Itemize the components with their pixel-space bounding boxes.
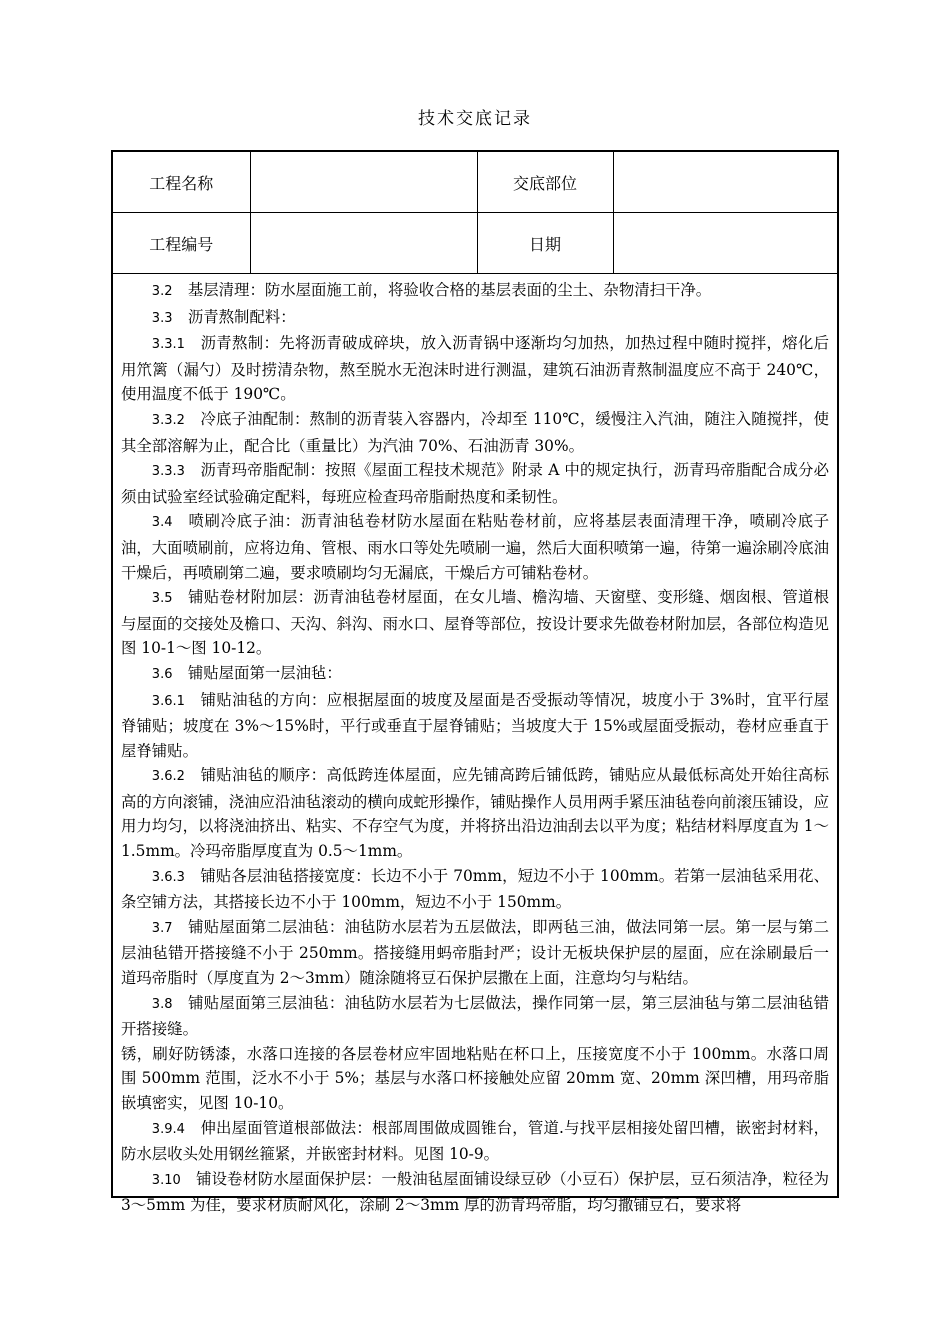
section-number: 3.8 [151, 996, 173, 1012]
paragraph [121, 661, 829, 688]
paragraph-text: 铺贴屋面第三层油毡：油毡防水层若为七层做法，操作同第一层，第三层油毡与第二层油毡错开搭接缝。 [121, 993, 829, 1039]
date-label: 日期 [477, 213, 613, 274]
paragraph-text: 冷底子油配制：熬制的沥青装入容器内，冷却至 110℃，缓慢注入汽油，随注入随搅拌，使其全部溶解为止，配合比（重量比）为汽油 70%、石油沥青 30%。 [121, 409, 829, 455]
section-number: 3.3.2 [151, 412, 185, 428]
paragraph [121, 864, 829, 915]
paragraph-text: 铺贴油毡的顺序：高低跨连体屋面，应先铺高跨后铺低跨，铺贴应从最低标高处开始往高标高的方向滚铺，浇油应沿油毡滚动的横向成蛇形操作，铺贴操作人员用两手紧压油毡卷向前滚压铺设，应用力均匀，以将浇油挤出、粘实、不存空气为度，并将挤出沿边油刮去以平为度；粘结材料厚度直为 1～1.5mm。冷玛帝脂厚度直为 0.5～1mm。 [121, 766, 829, 861]
section-number: 3.3 [151, 310, 173, 326]
section-number: 3.6.3 [151, 869, 185, 885]
table-row [113, 152, 837, 213]
paragraph [121, 585, 829, 661]
paragraph [121, 1116, 829, 1167]
section-number: 3.3.3 [151, 464, 185, 480]
paragraph-text: 沥青熬制配料： [187, 307, 296, 326]
paragraph-text: 铺贴屋面第一层油毡： [187, 663, 342, 682]
section-number: 3.5 [151, 591, 173, 607]
paragraph [121, 1167, 829, 1218]
paragraph-text: 铺贴屋面第二层油毡：油毡防水层若为五层做法，即两毡三油，做法同第一层。第一层与第二层油毡错开搭接缝不小于 250mm。搭接缝用蚂帝脂封严；设计无板块保护层的屋面，应在涂刷最后一道玛帝脂时（厚度直为 2～3mm）随涂随将豆石保护层撒在上面，注意均匀与粘结。 [121, 917, 829, 988]
header-table [113, 152, 837, 274]
section-number: 3.6.2 [151, 769, 185, 785]
section-number: 3.6 [151, 666, 173, 682]
paragraph-text: 喷刷冷底子油：沥青油毡卷材防水屋面在粘贴卷材前，应将基层表面清理干净，喷刷冷底子油，大面喷刷前，应将边角、管根、雨水口等处先喷刷一遍，然后大面积喷第一遍，待第一遍涂刷冷底油干燥后，再喷刷第二遍，要求喷刷均匀无漏底，干燥后方可铺粘卷材。 [121, 512, 829, 582]
paragraph-text: 沥青玛帝脂配制：按照《屋面工程技术规范》附录 A 中的规定执行，沥青玛帝脂配合成分必须由试验室经试验确定配料，每班应检查玛帝脂耐热度和柔韧性。 [121, 461, 829, 506]
section-number: 3.10 [151, 1172, 181, 1188]
paragraph [121, 509, 829, 585]
paragraph [121, 458, 829, 509]
page-title: 技术交底记录 [418, 109, 532, 129]
paragraph-text: 铺贴各层油毡搭接宽度：长边不小于 70mm，短边不小于 100mm。若第一层油毡采用花、条空铺方法，其搭接长边不小于 100mm，短边不小于 150mm。 [121, 866, 829, 912]
paragraph-text: 伸出屋面管道根部做法：根部周围做成圆锥台，管道.与找平层相接处留凹槽，嵌密封材料，防水层收头处用钢丝箍紧，并嵌密封材料。见图 10-9。 [121, 1118, 829, 1164]
paragraph [121, 763, 829, 863]
section-number: 3.9.4 [151, 1121, 185, 1137]
paragraph [121, 278, 829, 305]
handover-part-value [613, 152, 837, 213]
section-number: 3.6.1 [151, 693, 185, 709]
project-name-label: 工程名称 [113, 152, 250, 213]
paragraph [121, 331, 829, 407]
project-name-value [250, 152, 477, 213]
paragraph [121, 407, 829, 458]
document-sheet [111, 150, 839, 1215]
paragraph-text: 铺设卷材防水屋面保护层：一般油毡屋面铺设绿豆砂（小豆石）保护层，豆石须洁净，粒径为 3～5mm 为佳，要求材质耐风化，涂刷 2～3mm 厚的沥青玛帝脂，均匀撒铺豆石，要求将 [121, 1169, 829, 1215]
paragraph [121, 1042, 829, 1116]
paragraph [121, 688, 829, 764]
paragraph [121, 915, 829, 991]
section-number: 3.4 [151, 515, 173, 531]
section-number: 3.7 [151, 920, 173, 936]
body-text [121, 278, 829, 1218]
paragraph-text: 沥青熬制：先将沥青破成碎块，放入沥青锅中逐渐均匀加热，加热过程中随时搅拌，熔化后用笊篱（漏勺）及时捞清杂物，熬至脱水无泡沫时进行测温，建筑石油沥青熬制温度应不高于 240℃，使用温度不低于 190℃。 [121, 334, 829, 404]
paragraph [121, 305, 829, 332]
project-number-label: 工程编号 [113, 213, 250, 274]
section-number: 3.3.1 [151, 337, 185, 353]
section-number: 3.2 [151, 284, 173, 299]
paragraph-text: 基层清理：防水屋面施工前，将验收合格的基层表面的尘土、杂物清扫干净。 [187, 281, 712, 299]
paragraph-text: 铺贴卷材附加层：沥青油毡卷材屋面，在女儿墙、檐沟墙、天窗壁、变形缝、烟囱根、管道根与屋面的交接处及檐口、天沟、斜沟、雨水口、屋脊等部位，按设计要求先做卷材附加层，各部位构造见图 10-1～图 10-12。 [121, 588, 829, 658]
table-row [113, 213, 837, 274]
paragraph-text: 铺贴油毡的方向：应根据屋面的坡度及屋面是否受振动等情况，坡度小于 3%时，宜平行屋脊铺贴；坡度在 3%～15%时，平行或垂直于屋脊铺贴；当坡度大于 15%或屋面受振动，卷材应垂直于屋脊铺贴。 [121, 690, 829, 760]
paragraph [121, 991, 829, 1042]
project-number-value [250, 213, 477, 274]
handover-part-label: 交底部位 [477, 152, 613, 213]
date-value [613, 213, 837, 274]
paragraph-text: 锈，刷好防锈漆，水落口连接的各层卷材应牢固地粘贴在杯口上，压接宽度不小于 100mm。水落口周围 500mm 范围，泛水不小于 5%；基层与水落口杯接触处应留 20mm 宽、20mm 深凹槽，用玛帝脂嵌填密实，见图 10-10。 [121, 1044, 829, 1112]
